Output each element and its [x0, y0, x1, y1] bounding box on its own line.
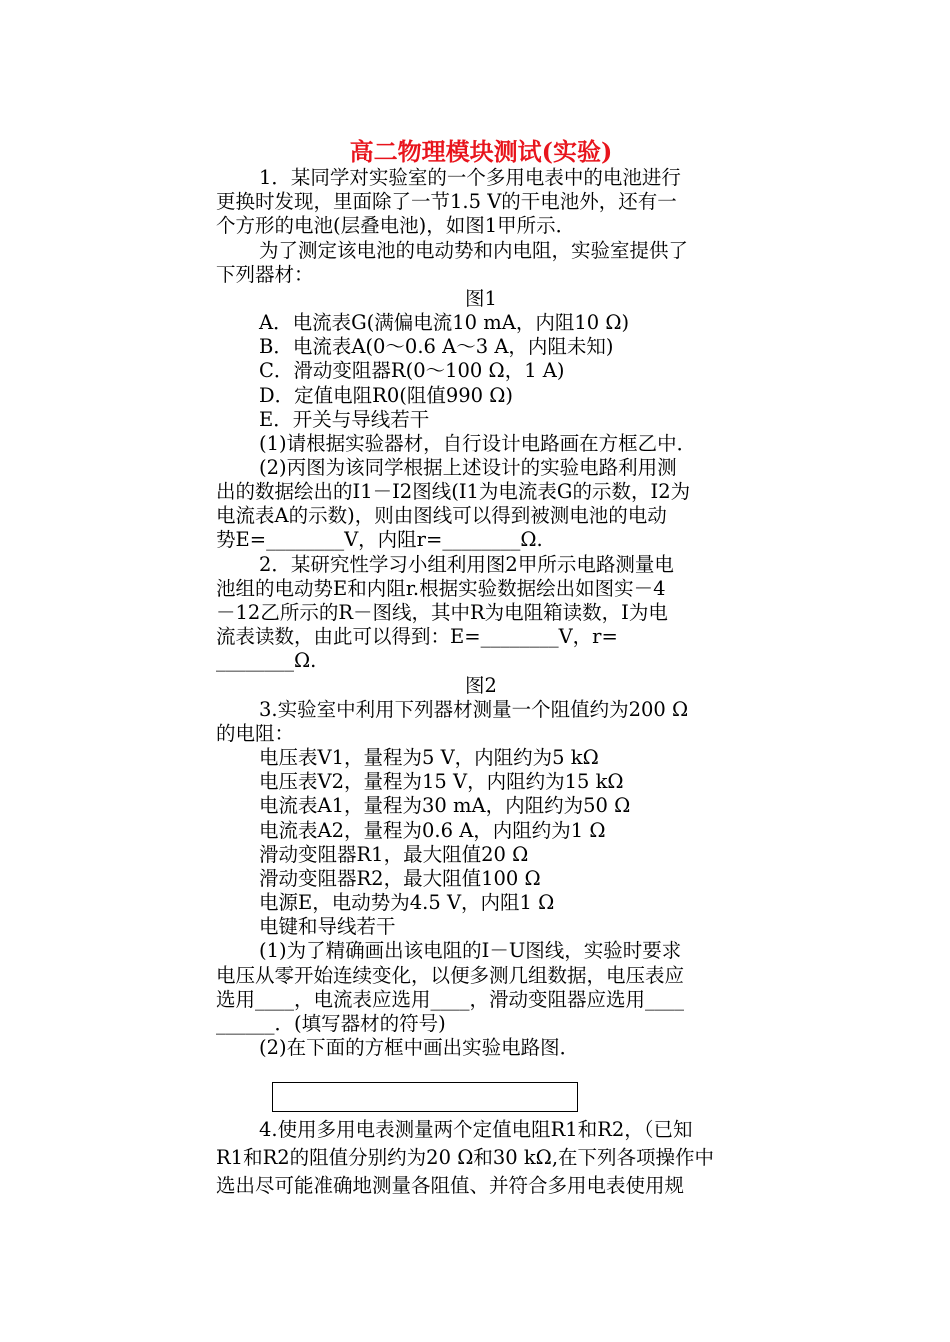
q1-item-b: B．电流表A(0～0.6 A～3 A，内阻未知)	[259, 335, 614, 358]
q1-intro-line-3: 个方形的电池(层叠电池)，如图1甲所示．	[216, 214, 576, 237]
q3-equipment-switch-wires: 电键和导线若干	[259, 915, 396, 938]
q2-line-3: －12乙所示的R－图线，其中R为电阻箱读数，I为电	[216, 601, 668, 624]
q1-purpose-line-2: 下列器材：	[216, 263, 314, 286]
figure-2-label: 图2	[465, 674, 497, 697]
q1-part-2-line-3: 电流表A的示数)，则由图线可以得到被测电池的电动	[216, 504, 667, 527]
q2-line-2: 池组的电动势E和内阻r.根据实验数据绘出如图实－4	[216, 577, 666, 600]
q2-line-1: 2．某研究性学习小组利用图2甲所示电路测量电	[259, 553, 674, 576]
q3-part-2: (2)在下面的方框中画出实验电路图．	[259, 1036, 580, 1059]
q1-intro-line-2: 更换时发现，里面除了一节1.5 V的干电池外，还有一	[216, 190, 677, 213]
q1-part-2-line-1: (2)丙图为该同学根据上述设计的实验电路利用测	[259, 456, 677, 479]
q3-equipment-rheostat-1: 滑动变阻器R1，最大阻值20 Ω	[259, 843, 529, 866]
q3-equipment-ammeter-2: 电流表A2，量程为0.6 A，内阻约为1 Ω	[259, 819, 606, 842]
q3-equipment-rheostat-2: 滑动变阻器R2，最大阻值100 Ω	[259, 867, 541, 890]
q1-part-2-line-4: 势E=________V，内阻r=________Ω.	[216, 528, 543, 551]
q3-part-1-line-3: 选用____，电流表应选用____，滑动变阻器应选用____	[216, 988, 685, 1011]
q1-purpose-line-1: 为了测定该电池的电动势和内电阻，实验室提供了	[259, 239, 689, 262]
q3-equipment-power-source: 电源E，电动势为4.5 V，内阻1 Ω	[259, 891, 555, 914]
page-title: 高二物理模块测试(实验)	[349, 137, 613, 166]
q1-item-e: E．开关与导线若干	[259, 408, 430, 431]
q2-line-4: 流表读数，由此可以得到：E=________V，r=	[216, 625, 618, 648]
figure-1-label: 图1	[465, 287, 497, 310]
q3-intro-line-1: 3.实验室中利用下列器材测量一个阻值约为200 Ω	[259, 698, 689, 721]
q4-line-3: 选出尽可能准确地测量各阻值、并符合多用电表使用规	[216, 1174, 685, 1197]
q3-part-1-line-2: 电压从零开始连续变化，以便多测几组数据，电压表应	[216, 964, 685, 987]
q2-line-5: ________Ω.	[216, 649, 317, 672]
q3-part-1-line-1: (1)为了精确画出该电阻的I－U图线，实验时要求	[259, 939, 682, 962]
q3-equipment-ammeter-1: 电流表A1，量程为30 mA，内阻约为50 Ω	[259, 794, 631, 817]
q4-line-2: R1和R2的阻值分别约为20 Ω和30 kΩ,在下列各项操作中	[216, 1146, 715, 1169]
q1-intro-line-1: 1．某同学对实验室的一个多用电表中的电池进行	[259, 166, 681, 189]
q4-line-1: 4.使用多用电表测量两个定值电阻R1和R2，（已知	[259, 1118, 693, 1141]
q3-equipment-voltmeter-1: 电压表V1，量程为5 V，内阻约为5 kΩ	[259, 746, 599, 769]
circuit-drawing-box	[272, 1082, 578, 1112]
q1-item-a: A．电流表G(满偏电流10 mA，内阻10 Ω)	[259, 311, 630, 334]
q3-intro-line-2: 的电阻：	[216, 722, 295, 745]
q3-part-1-line-4: ______．(填写器材的符号)	[216, 1012, 446, 1035]
q1-part-2-line-2: 出的数据绘出的I1－I2图线(I1为电流表G的示数，I2为	[216, 480, 691, 503]
q1-item-d: D．定值电阻R0(阻值990 Ω)	[259, 384, 514, 407]
q1-part-1: (1)请根据实验器材，自行设计电路画在方框乙中．	[259, 432, 697, 455]
q1-item-c: C．滑动变阻器R(0～100 Ω，1 A)	[259, 359, 565, 382]
q3-equipment-voltmeter-2: 电压表V2，量程为15 V，内阻约为15 kΩ	[259, 770, 624, 793]
